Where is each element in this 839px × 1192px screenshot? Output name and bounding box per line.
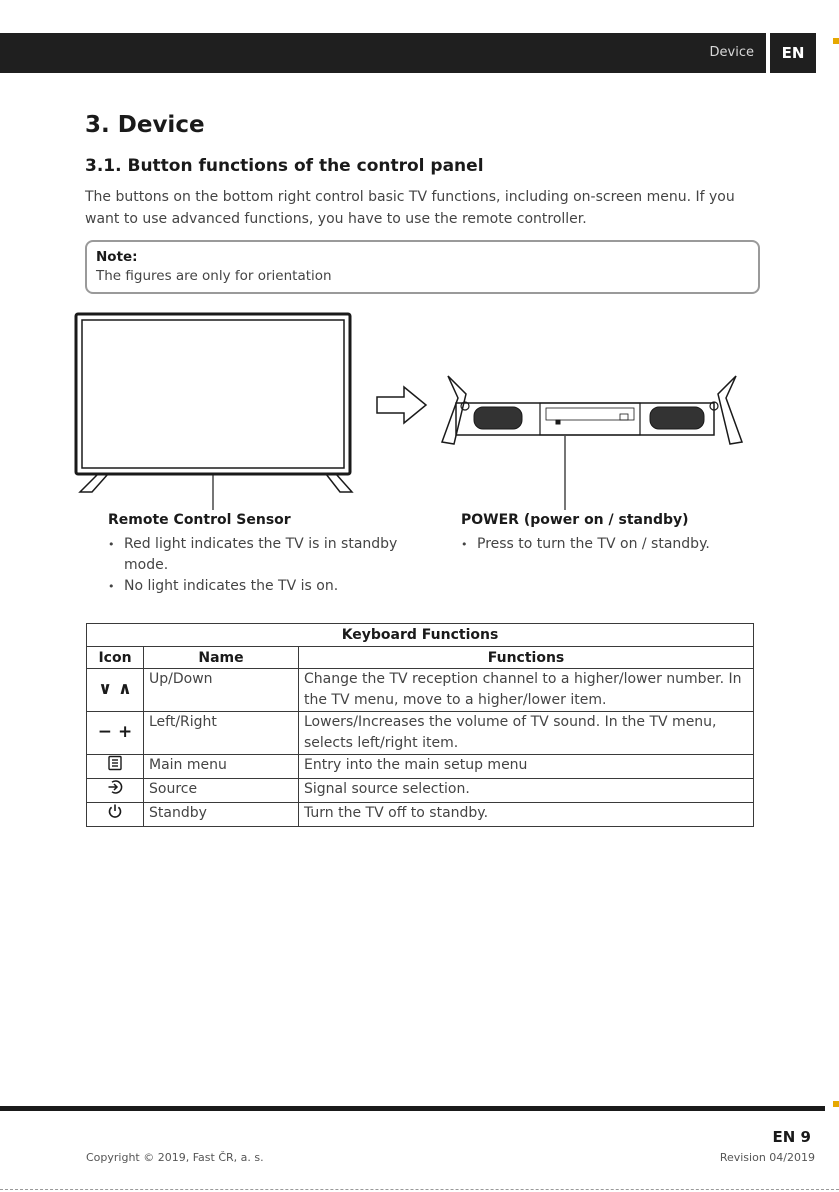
- remote-sensor-list: [108, 534, 428, 597]
- tv-illustration: [70, 310, 770, 520]
- up-down-chevrons-icon: ∨ ∧: [87, 669, 144, 712]
- cut-line: [0, 1189, 839, 1190]
- row-function: Turn the TV off to standby.: [299, 803, 754, 827]
- source-icon: [87, 779, 144, 803]
- revision-text: Revision 04/2019: [719, 1151, 815, 1164]
- remote-sensor-title: Remote Control Sensor: [108, 512, 291, 528]
- note-title: Note:: [96, 249, 138, 265]
- row-name: Standby: [144, 803, 299, 827]
- list-item: • Red light indicates the TV is in standby mode.: [108, 534, 428, 576]
- header-bar: [0, 33, 766, 73]
- power-title: POWER (power on / standby): [461, 512, 689, 528]
- row-function: Signal source selection.: [299, 779, 754, 803]
- page-number: EN 9: [772, 1128, 811, 1146]
- table-row: [87, 669, 754, 712]
- table-row: [87, 803, 754, 827]
- menu-icon: [87, 755, 144, 779]
- power-list: [461, 534, 751, 555]
- tv-bottom-view: [442, 376, 742, 510]
- power-icon: [87, 803, 144, 827]
- header-language-tab: EN: [770, 33, 816, 73]
- minus-plus-icon: − +: [87, 712, 144, 755]
- keyboard-functions-table: [86, 623, 754, 827]
- edge-mark: [833, 1101, 839, 1107]
- column-header-functions: Functions: [299, 647, 754, 669]
- copyright-text: Copyright © 2019, Fast ČR, a. s.: [86, 1151, 264, 1164]
- list-item: • No light indicates the TV is on.: [108, 576, 428, 597]
- page-title: 3. Device: [85, 112, 205, 138]
- list-item: • Press to turn the TV on / standby.: [461, 534, 751, 555]
- row-name: Up/Down: [144, 669, 299, 712]
- row-name: Main menu: [144, 755, 299, 779]
- section-title: 3.1. Button functions of the control panel: [85, 156, 484, 176]
- row-name: Source: [144, 779, 299, 803]
- table-caption: Keyboard Functions: [87, 624, 754, 647]
- row-function: Entry into the main setup menu: [299, 755, 754, 779]
- table-row: [87, 755, 754, 779]
- row-name: Left/Right: [144, 712, 299, 755]
- table-row: [87, 712, 754, 755]
- tv-front-view: [76, 314, 352, 510]
- note-text: The figures are only for orientation: [96, 268, 332, 284]
- row-function: Lowers/Increases the volume of TV sound. In the TV menu, selects left/right item.: [299, 712, 754, 755]
- column-header-icon: Icon: [87, 647, 144, 669]
- table-row: [87, 779, 754, 803]
- note-box: [85, 240, 760, 294]
- footer-rule: [0, 1106, 825, 1111]
- edge-mark: [833, 38, 839, 44]
- intro-paragraph: The buttons on the bottom right control basic TV functions, including on-screen menu. If you want to use advanced functions, you have to use the remote controller.: [85, 189, 735, 227]
- row-function: Change the TV reception channel to a higher/lower number. In the TV menu, move to a higher/lower item.: [299, 669, 754, 712]
- arrow-right-icon: [377, 387, 426, 423]
- header-section-label: Device: [709, 45, 754, 60]
- column-header-name: Name: [144, 647, 299, 669]
